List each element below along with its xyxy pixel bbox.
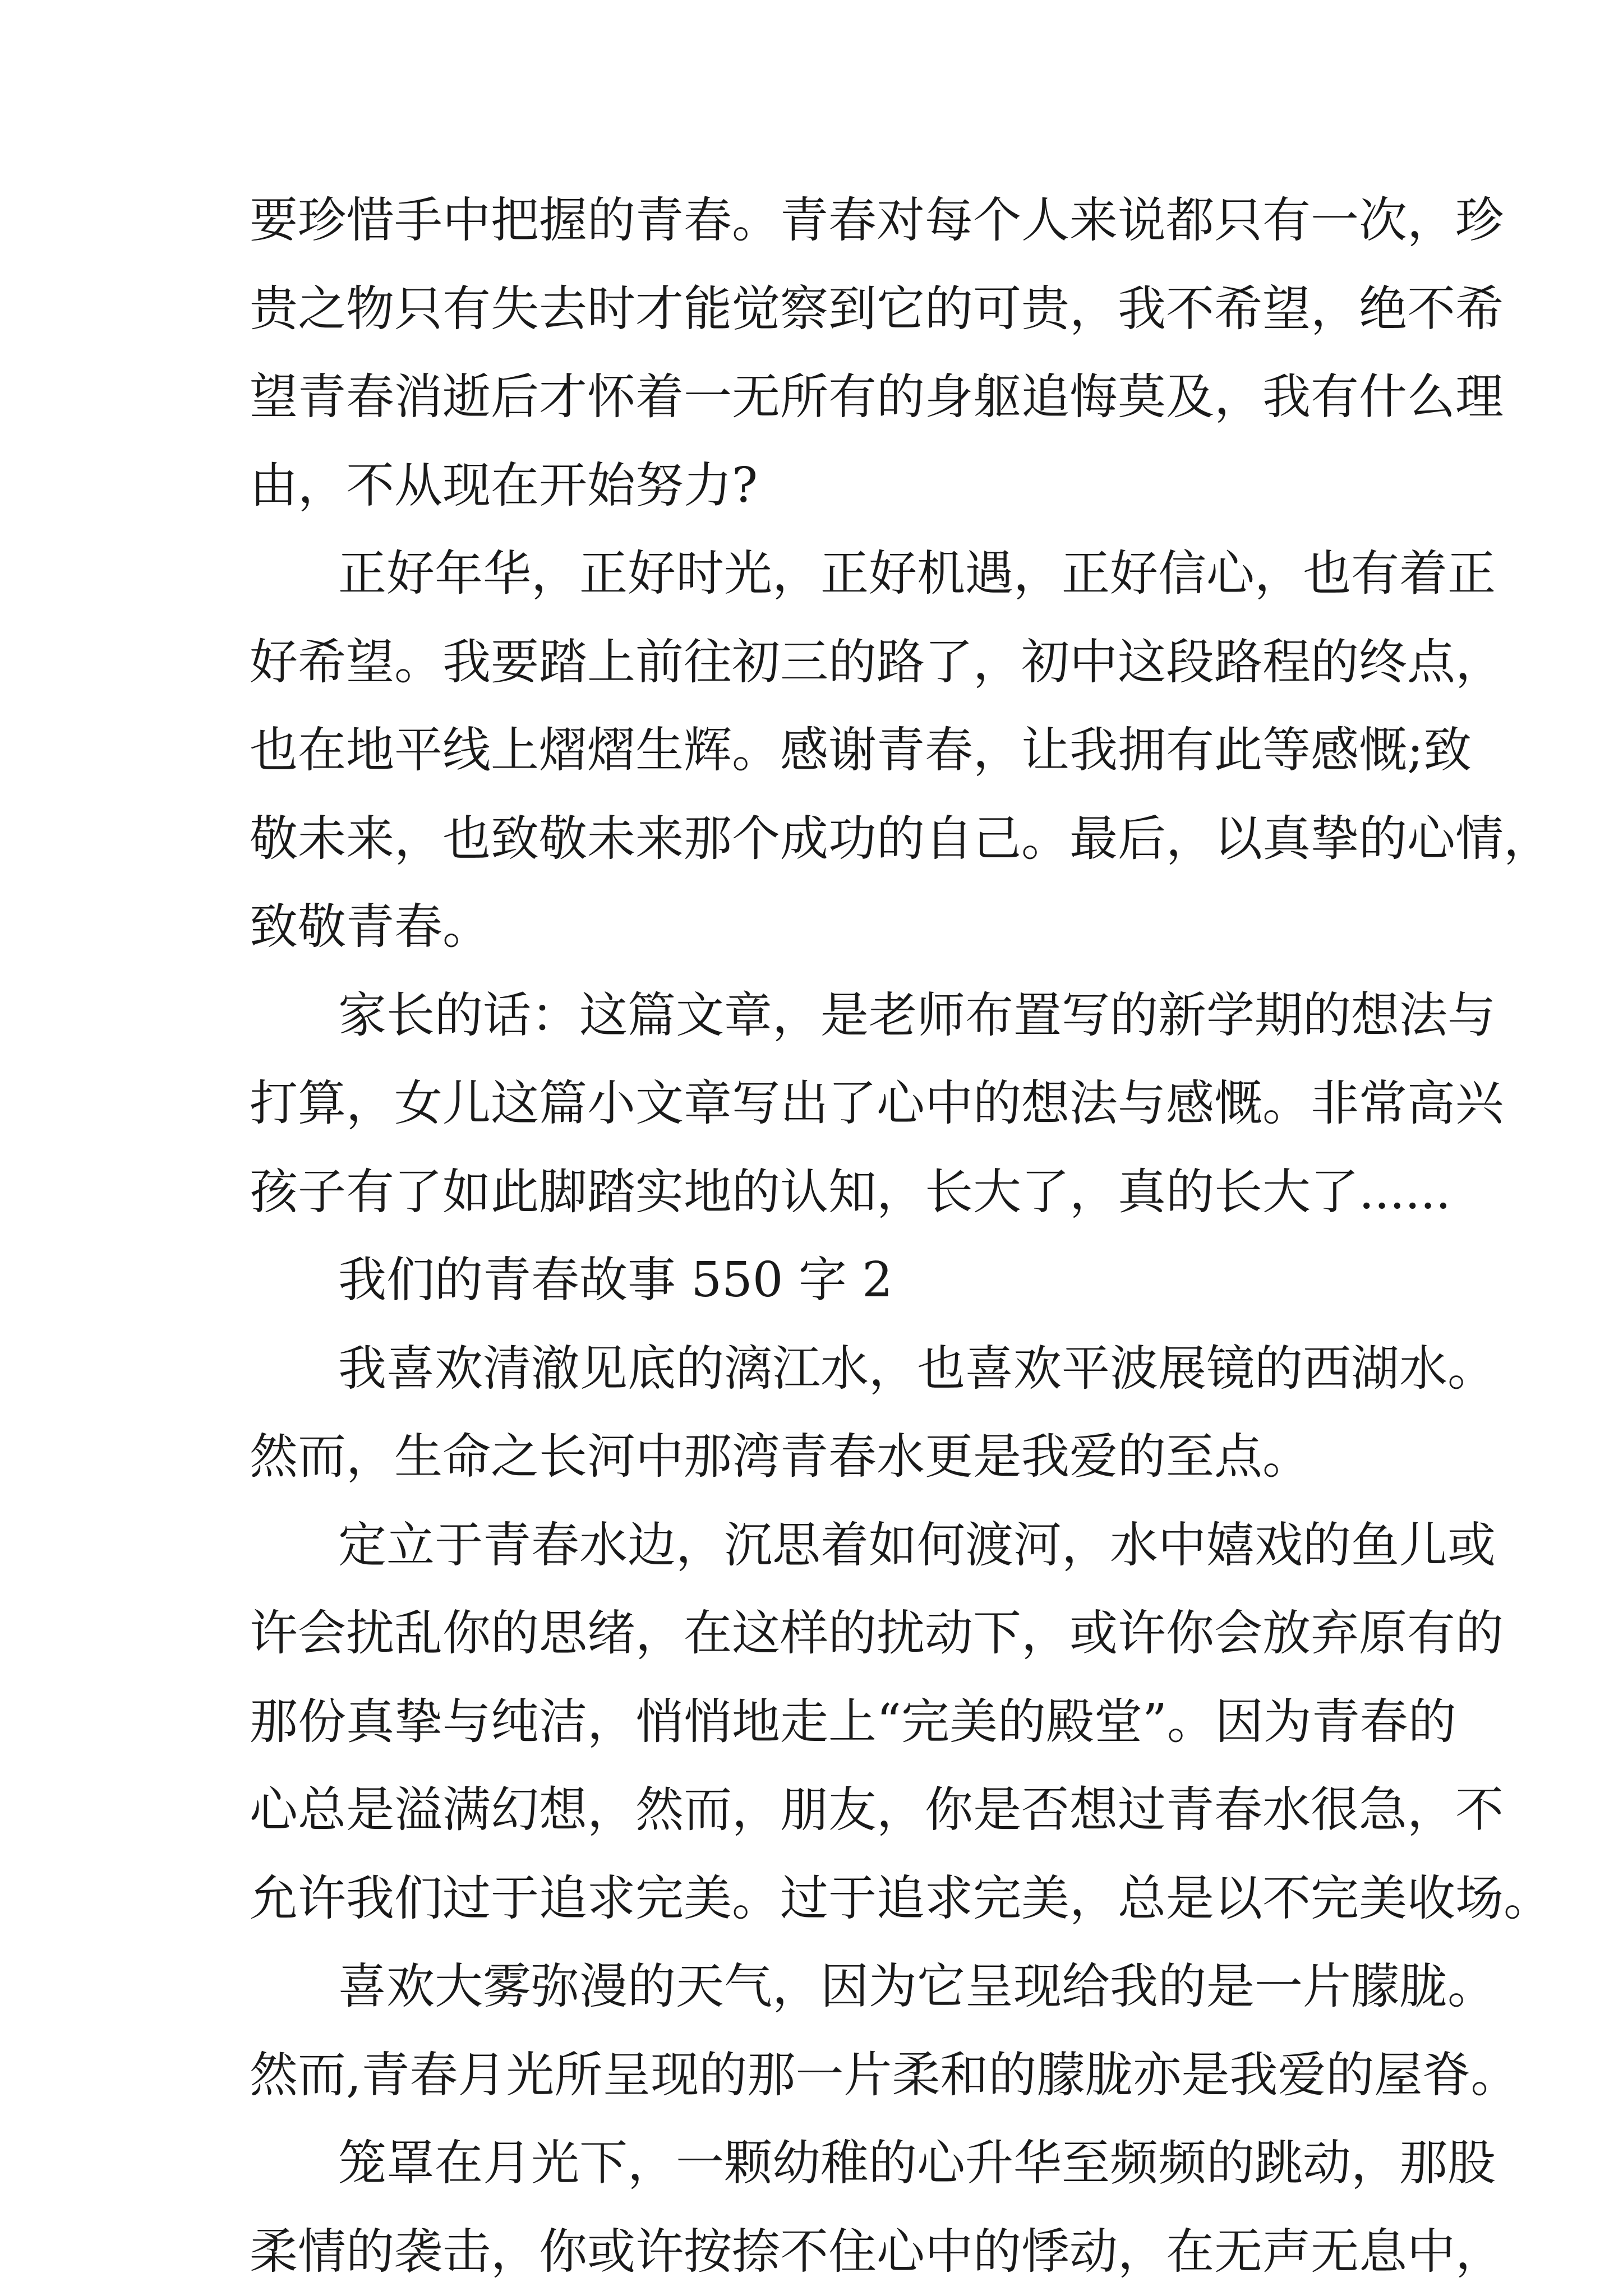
text-line: 也在地平线上熠熠生辉。感谢青春，让我拥有此等感慨;致 [250,706,1377,795]
text-line: 允许我们过于追求完美。过于追求完美，总是以不完美收场。 [250,1855,1377,1943]
section-heading: 我们的青春故事 550 字 2 [250,1236,1377,1325]
text-line: 孩子有了如此脚踏实地的认知，长大了，真的长大了...... [250,1148,1377,1237]
text-line: 致敬青春。 [250,883,1377,972]
text-line: 许会扰乱你的思绪，在这样的扰动下，或许你会放弃原有的 [250,1590,1377,1678]
text-line: 敬未来，也致敬未来那个成功的自己。最后，以真挚的心情， [250,795,1377,884]
text-line: 要珍惜手中把握的青春。青春对每个人来说都只有一次，珍 [250,177,1377,265]
text-line: 喜欢大雾弥漫的天气，因为它呈现给我的是一片朦胧。 [250,1943,1377,2031]
text-line: 然而,青春月光所呈现的那一片柔和的朦胧亦是我爱的屋脊。 [250,2031,1377,2120]
text-line: 柔情的袭击，你或许按捺不住心中的悸动，在无声无息中， [250,2208,1377,2296]
text-line: 定立于青春水边，沉思着如何渡河，水中嬉戏的鱼儿或 [250,1502,1377,1590]
text-line: 打算，女儿这篇小文章写出了心中的想法与感慨。非常高兴 [250,1060,1377,1148]
text-line: 心总是溢满幻想，然而，朋友，你是否想过青春水很急，不 [250,1766,1377,1855]
text-line: 笼罩在月光下，一颗幼稚的心升华至频频的跳动，那股 [250,2119,1377,2208]
text-line: 我喜欢清澈见底的漓江水，也喜欢平波展镜的西湖水。 [250,1325,1377,1413]
text-line: 望青春消逝后才怀着一无所有的身躯追悔莫及，我有什么理 [250,353,1377,442]
document-body [250,177,1377,2296]
text-line: 由，不从现在开始努力? [250,442,1377,530]
text-line: 正好年华，正好时光，正好机遇，正好信心，也有着正 [250,530,1377,618]
text-line: 家长的话：这篇文章，是老师布置写的新学期的想法与 [250,972,1377,1060]
text-line: 然而，生命之长河中那湾青春水更是我爱的至点。 [250,1413,1377,1502]
text-line: 那份真挚与纯洁，悄悄地走上“完美的殿堂”。因为青春的 [250,1678,1377,1767]
text-line: 好希望。我要踏上前往初三的路了，初中这段路程的终点， [250,618,1377,707]
text-line: 贵之物只有失去时才能觉察到它的可贵，我不希望，绝不希 [250,265,1377,354]
